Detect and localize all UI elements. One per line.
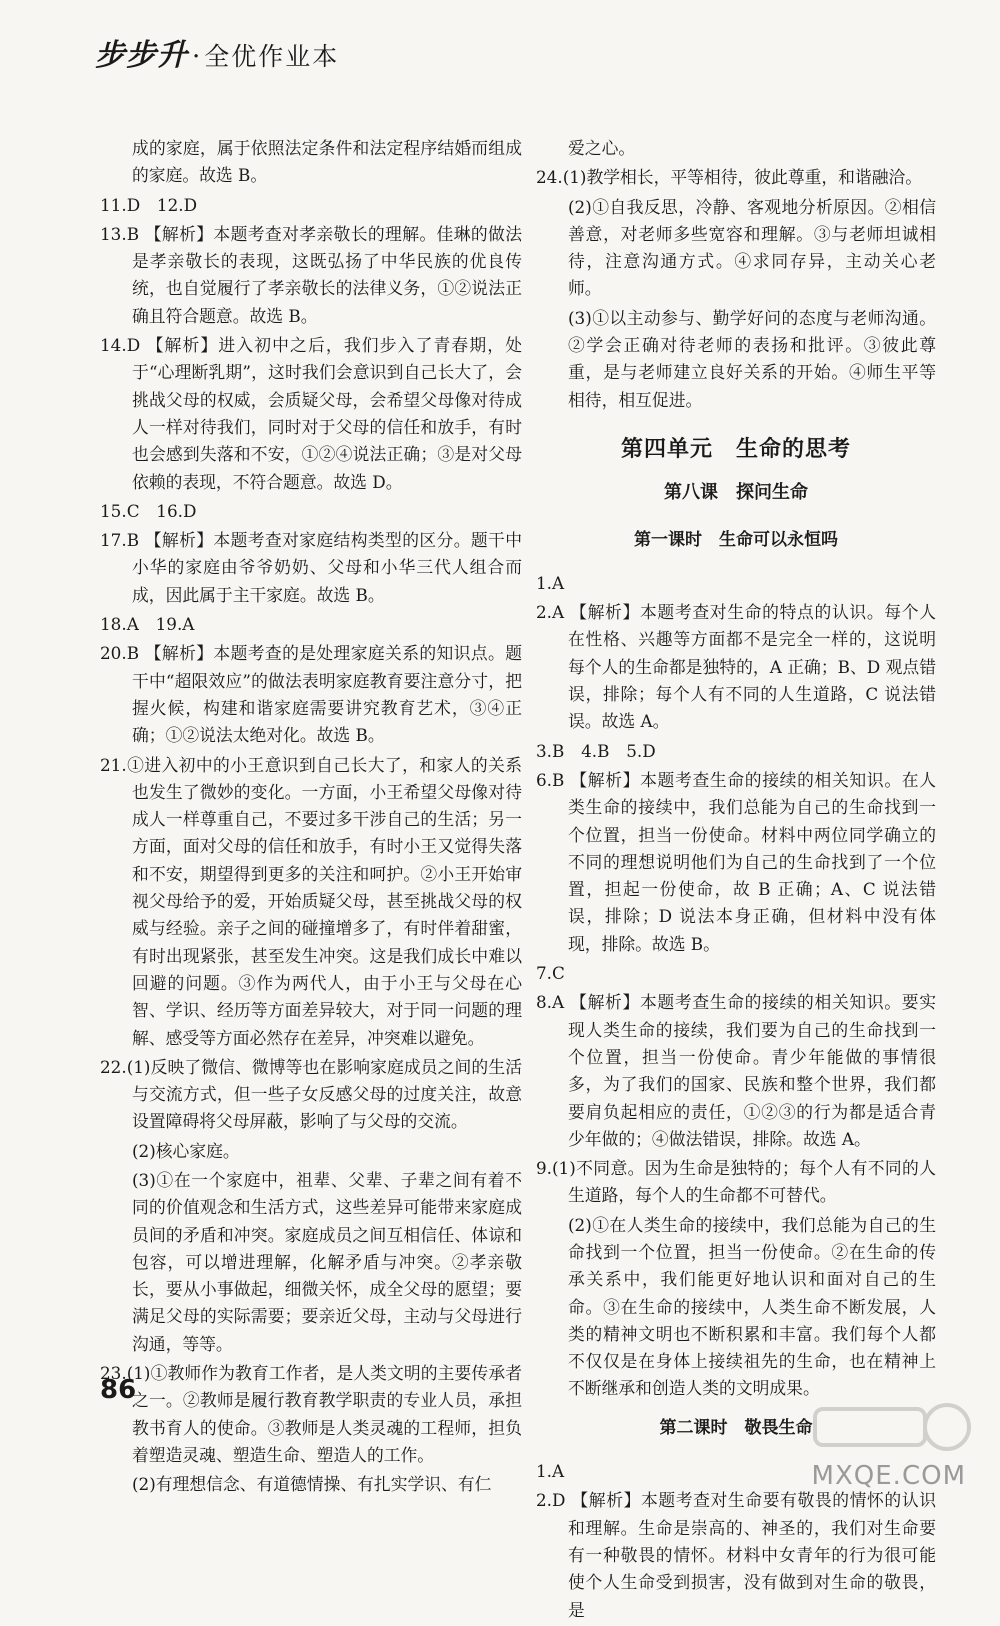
answer-line: 3.B 4.B 5.D	[536, 740, 656, 761]
answer-paragraph: 20.B 【解析】本题考查的是处理家庭关系的知识点。题干中“超限效应”的做法表明家庭教育要注意分寸，把握火候，构建和谐家庭需要讲究教育艺术，③④正确；①②说法太绝对化。故选 B。	[100, 643, 522, 746]
left-column	[100, 135, 522, 1501]
page-number: 86	[100, 1375, 137, 1405]
answer-line: 7.C	[536, 963, 565, 984]
answer-paragraph: 2.D 【解析】本题考查对生命要有敬畏的情怀的认识和理解。生命是崇高的、神圣的，我们对生命要有一种敬畏的情怀。材料中女青年的行为很可能使个人生命受到损害，没有做到对生命的敬畏，是	[536, 1490, 936, 1620]
answer-paragraph: 22.(1)反映了微信、微博等也在影响家庭成员之间的生活与交流方式，但一些子女反感父母的过度关注，故意设置障碍将父母屏蔽，影响了与父母的交流。	[100, 1056, 522, 1132]
unit-title: 第四单元 生命的思考	[620, 436, 851, 462]
answer-paragraph: 2.A 【解析】本题考查对生命的特点的认识。每个人在性格、兴趣等方面都不是完全一样的，这说明每个人的生命都是独特的，A 正确；B、D 观点错误，排除；每个人有不同的人生道路，C 说法错误。故选 A。	[536, 602, 936, 732]
answer-line: 15.C 16.D	[100, 500, 197, 521]
header-separator: ·	[192, 42, 201, 72]
answer-paragraph: (2)①自我反思，冷静、客观地分析原因。②相信善意，对老师多些宽容和理解。③与老师坦诚相待，注意沟通方式。④求同存异，主动关心老师。	[568, 196, 936, 299]
answer-paragraph: 14.D 【解析】进入初中之后，我们步入了青春期，处于“心理断乳期”，这时我们会意识到自己长大了，会挑战父母的权威，会质疑父母，会希望父母像对待成人一样对待我们，同时对于父母的信任和放手，有时也会感到失落和不安，①②④说法正确；③是对父母依赖的表现，不符合题意。故选 D。	[100, 335, 522, 492]
answer-line: 1.A	[536, 1461, 565, 1482]
answer-line: 18.A 19.A	[100, 614, 195, 635]
answer-paragraph: 13.B 【解析】本题考查对孝亲敬长的理解。佳琳的做法是孝亲敬长的表现，这既弘扬了中华民族的优良传统，也自觉履行了孝亲敬长的法律义务，①②说法正确且符合题意。故选 B。	[100, 223, 522, 326]
answer-paragraph: (3)①在一个家庭中，祖辈、父辈、子辈之间有着不同的价值观念和生活方式，这些差异可能带来家庭成员间的矛盾和冲突。家庭成员之间互相信任、体谅和包容，可以增进理解，化解矛盾与冲突。②孝亲敬长，要从小事做起，细微关怀，成全父母的愿望；要满足父母的实际需要；要亲近父母，主动与父母进行沟通，等等。	[132, 1169, 522, 1354]
lesson-title: 第八课 探问生命	[664, 482, 808, 504]
answer-paragraph: 23.(1)①教师作为教育工作者，是人类文明的主要传承者之一。②教师是履行教育教学职责的专业人员，承担教书育人的使命。③教师是人类灵魂的工程师，担负着塑造灵魂、塑造生命、塑造人的工作。	[100, 1363, 522, 1465]
answer-paragraph: 21.①进入初中的小王意识到自己长大了，和家人的关系也发生了微妙的变化。一方面，小王希望父母像对待成人一样尊重自己，不要过多干涉自己的生活；另一方面，面对父母的信任和放手，有时小王又觉得失落和不安，期望得到更多的关注和呵护。②小王开始审视父母给予的爱，开始质疑父母，甚至挑战父母的权威与经验。亲子之间的碰撞增多了，有时伴着甜蜜，有时出现紧张，甚至发生冲突。这是我们成长中难以回避的问题。③作为两代人，由于小王与父母在心智、学识、经历等方面差异较大，对于同一问题的理解、感受等方面必然存在差异，冲突难以避免。	[100, 754, 522, 1048]
answer-paragraph: (2)有理想信念、有道德情操、有扎实学识、有仁	[132, 1474, 492, 1495]
answer-paragraph: 17.B 【解析】本题考查对家庭结构类型的区分。题干中小华的家庭由爷爷奶奶、父母和小华三代人组合而成，因此属于主干家庭。故选 B。	[100, 530, 522, 605]
answer-paragraph: (2)①在人类生命的接续中，我们总能为自己的生命找到一个位置，担当一份使命。②在生命的传承关系中，我们能更好地认识和面对自己的生命。③在生命的接续中，人类生命不断发展，人类的精神文明也不断积累和丰富。我们每个人都不仅仅是在身体上接续祖先的生命，也在精神上不断继承和创造人类的文明成果。	[568, 1214, 936, 1399]
page-header	[95, 30, 340, 73]
period-title: 第二课时 敬畏生命	[659, 1417, 813, 1438]
answer-line: 1.A	[536, 572, 565, 593]
brand-logo: 步步升	[95, 38, 188, 73]
period-title: 第一课时 生命可以永恒吗	[634, 529, 838, 550]
answer-paragraph: 24.(1)教学相长，平等相待，彼此尊重，和谐融洽。	[536, 167, 923, 188]
watermark-text: MXQE.COM	[811, 1461, 966, 1491]
series-name: 全优作业本	[204, 42, 340, 71]
answer-paragraph: 6.B 【解析】本题考查生命的接续的相关知识。在人类生命的接续中，我们总能为自己的生命找到一个位置，担当一份使命。材料中两位同学确立的不同的理想说明他们为自己的生命找到了一个位置，担起一份使命，故 B 正确；A、C 说法错误，排除；D 说法本身正确，但材料中没有体现，排除。故选 B。	[536, 769, 936, 954]
answer-paragraph: 成的家庭，属于依照法定条件和法定程序结婚而组成的家庭。故选 B。	[132, 138, 522, 186]
answer-line: 11.D 12.D	[100, 194, 198, 215]
answer-paragraph: (3)①以主动参与、勤学好问的态度与老师沟通。②学会正确对待老师的表扬和批评。③彼此尊重，是与老师建立良好关系的开始。④师生平等相待，相互促进。	[568, 307, 936, 410]
answer-paragraph: (2)核心家庭。	[132, 1140, 240, 1161]
answer-paragraph: 9.(1)不同意。因为生命是独特的；每个人有不同的人生道路，每个人的生命都不可替代。	[536, 1158, 936, 1206]
answer-paragraph: 爱之心。	[568, 138, 636, 158]
answer-paragraph: 8.A 【解析】本题考查生命的接续的相关知识。要实现人类生命的接续，我们要为自己的生命找到一个位置，担当一份使命。青少年能做的事情很多，为了我们的国家、民族和整个世界，我们都要肩负起相应的责任，①②③的行为都是适合青少年做的；④做法错误，排除。故选 A。	[536, 992, 936, 1149]
